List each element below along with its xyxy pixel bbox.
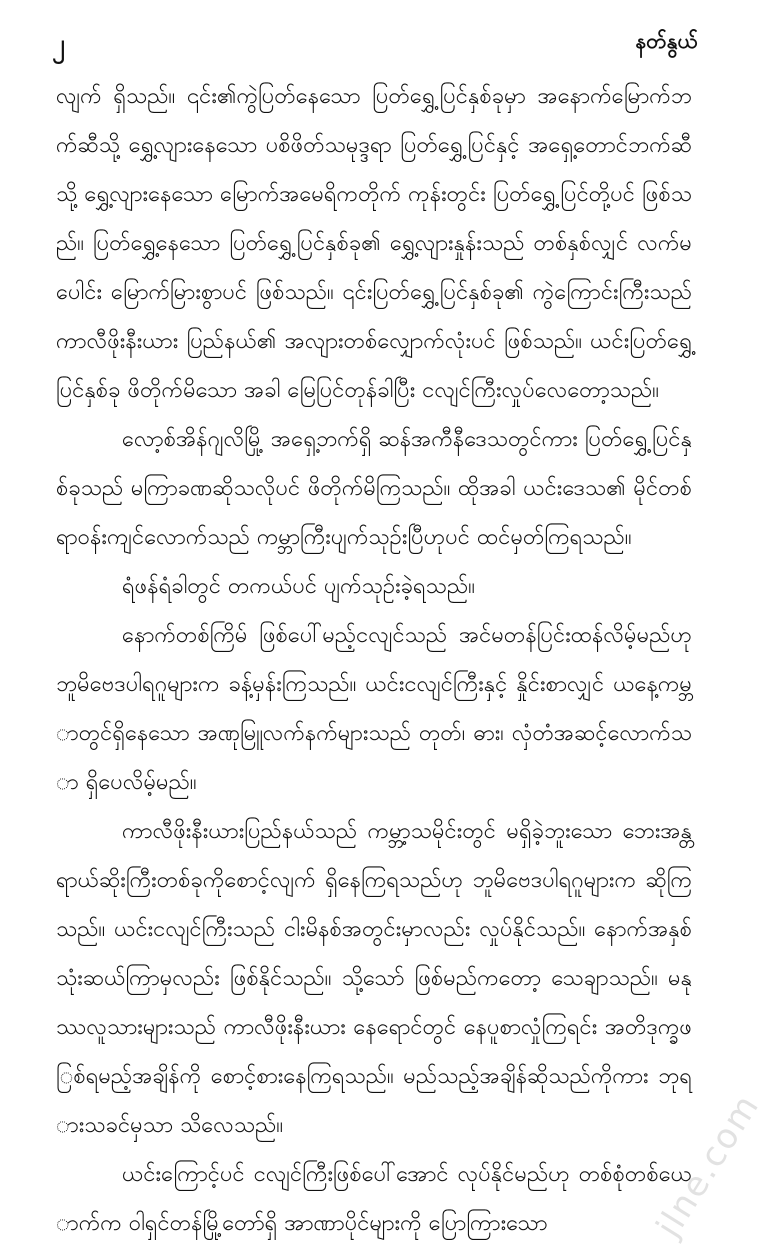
paragraph: နောက်တစ်ကြိမ် ဖြစ်ပေါ်မည့်ငလျင်သည် အင်မတန်ပြင်းထန်လိမ့်မည်ဟု ဘူမိဗေဒပါရဂူများက ခန့်မှန်းကြသည်။ ယင်းငလျင်ကြီးနှင့် နှိုင်းစာလျှင် ယနေ့ကမ္ဘာတွင်ရှိနေသော အဏုမြူလက်နက်များသည် တုတ်၊ ဓား၊ လှံတံအဆင့်လောက်သာ ရှိပေလိမ့်မည်။: [56, 623, 692, 795]
page-header: [52, 20, 698, 68]
paragraph: ကာလီဖိုးနီးယားပြည်နယ်သည် ကမ္ဘာ့သမိုင်းတွင် မရှိခဲ့ဘူးသော ဘေးအန္တရာယ်ဆိုးကြီးတစ်ခုကိုစောင့်လျက် ရှိနေကြရသည်ဟု ဘူမိဗေဒပါရဂူများက ဆိုကြသည်။ ယင်းငလျင်ကြီးသည် ငါးမိနစ်အတွင်းမှာလည်း လှုပ်နိုင်သည်။ နောက်အနှစ်သုံးဆယ်ကြာမှလည်း ဖြစ်နိုင်သည်။ သို့သော် ဖြစ်မည်ကတော့ သေချာသည်။ မနုဿလူသားများသည် ကာလီဖိုးနီးယား နေရောင်တွင် နေပူစာလှုံကြရင်း အတိဒုက္ခဖြစ်ရမည့်အချိန်ကို စောင့်စားနေကြရသည်။ မည်သည့်အချိန်ဆိုသည်ကိုကား ဘုရားသခင်မှသာ သိလေသည်။: [56, 819, 692, 1138]
running-head: နတ်နွယ်: [635, 29, 698, 53]
watermark: jlne.com: [648, 1086, 768, 1245]
paragraph: ယင်းကြောင့်ပင် ငလျင်ကြီးဖြစ်ပေါ်အောင် လုပ်နိုင်မည်ဟု တစ်စုံတစ်ယောက်က ဝါရှင်တန်မြို့တော်ရှိ အာဏာပိုင်များကို ပြောကြားသော: [56, 1162, 692, 1236]
body-text: [56, 72, 692, 1248]
paragraph: လျက် ရှိသည်။ ၎င်း၏ကွဲပြတ်နေသော ပြတ်ရွှေ့ပြင်နှစ်ခုမှာ အနောက်မြောက်ဘက်ဆီသို့ ရွှေ့လျားနေသော ပစိဖိတ်သမုဒ္ဒရာ ပြတ်ရွှေ့ပြင်နှင့် အရှေ့တောင်ဘက်ဆီသို့ ရွှေ့လျားနေသော မြောက်အမေရိကတိုက် ကုန်းတွင်း ပြတ်ရွှေ့ပြင်တို့ပင် ဖြစ်သည်။ ပြတ်ရွှေ့နေသော ပြတ်ရွှေ့ပြင်နှစ်ခု၏ ရွှေ့လျားနှုန်းသည် တစ်နှစ်လျှင် လက်မပေါင်း မြောက်မြားစွာပင် ဖြစ်သည်။ ၎င်းပြတ်ရွှေ့ပြင်နှစ်ခု၏ ကွဲကြောင်းကြီးသည် ကာလီဖိုးနီးယား ပြည်နယ်၏ အလျားတစ်လျှောက်လုံးပင် ဖြစ်သည်။ ယင်းပြတ်ရွှေ့ပြင်နှစ်ခု ဖိတိုက်မိသော အခါ မြေပြင်တုန်ခါပြီး ငလျင်ကြီးလှုပ်လေတော့သည်။: [56, 84, 692, 403]
page-number: ၂: [52, 29, 65, 59]
paragraph: ရံဖန်ရံခါတွင် တကယ်ပင် ပျက်သုဉ်းခဲ့ရသည်။: [122, 574, 475, 599]
paragraph: လော့စ်အိန်ဂျလိမြို့ အရှေ့ဘက်ရှိ ဆန်အကီနီဒေသတွင်ကား ပြတ်ရွှေ့ပြင်နှစ်ခုသည် မကြာခဏဆိုသလိုပင် ဖိတိုက်မိကြသည်။ ထိုအခါ ယင်းဒေသ၏ မိုင်တစ်ရာဝန်းကျင်လောက်သည် ကမ္ဘာကြီးပျက်သုဉ်းပြီဟုပင် ထင်မှတ်ကြရသည်။: [56, 427, 692, 550]
